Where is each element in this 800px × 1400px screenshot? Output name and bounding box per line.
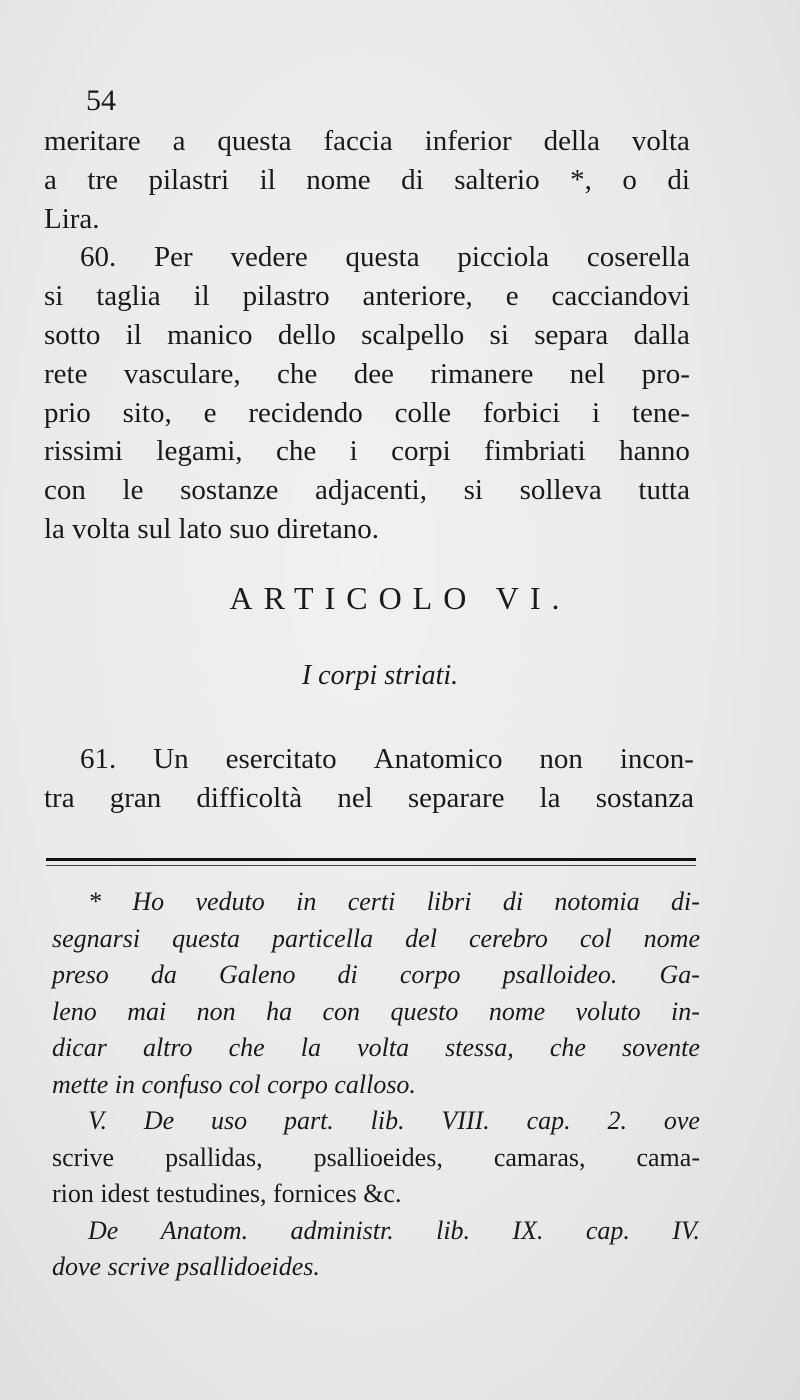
footnote-line: leno mai non ha con questo nome voluto in- xyxy=(52,996,700,1026)
text-line: la volta sul lato suo diretano. xyxy=(44,512,380,545)
footnote-line: mette in confuso col corpo calloso. xyxy=(52,1069,416,1099)
text-line: a tre pilastri il nome di salterio *, o di xyxy=(44,163,690,196)
footnote-citation-line: V. De uso part. lib. VIII. cap. 2. ove xyxy=(88,1106,700,1135)
article-heading: ARTICOLO VI. xyxy=(229,580,571,616)
text-line: rete vasculare, che dee rimanere nel pro- xyxy=(44,357,690,390)
footnote xyxy=(52,884,700,1286)
text-line: tra gran difficoltà nel separare la sostanza xyxy=(44,781,694,814)
article-subtitle: I corpi striati. xyxy=(301,660,459,691)
body-text xyxy=(44,122,690,549)
footnote-line: dove scrive psallidoeides. xyxy=(52,1252,320,1281)
body-text-continued xyxy=(44,740,694,818)
text-line: Lira. xyxy=(44,202,100,235)
text-line: sotto il manico dello scalpello si separa dalla xyxy=(44,318,690,351)
footnote-line: scrive psallidas, psallioeides, camaras, cama- xyxy=(52,1142,700,1172)
footnote-line: dicar altro che la volta stessa, che sovente xyxy=(52,1033,700,1062)
footnote-divider xyxy=(46,858,696,866)
page-number: 54 xyxy=(86,84,116,117)
paragraph-60-start: 60. Per vedere questa picciola coserella xyxy=(80,241,690,274)
footnote-citation-line: De Anatom. administr. lib. IX. cap. IV. xyxy=(88,1215,700,1245)
footnote-line: * Ho veduto in certi libri di notomia di- xyxy=(88,887,700,916)
text-line: con le sostanze adjacenti, si solleva tutta xyxy=(44,474,690,507)
paragraph-61-start: 61. Un esercitato Anatomico non incon- xyxy=(80,743,694,775)
text-line: rissimi legami, che i corpi fimbriati hanno xyxy=(44,435,690,468)
text-line: meritare a questa faccia inferior della volta xyxy=(44,125,690,157)
footnote-line: preso da Galeno di corpo psalloideo. Ga- xyxy=(52,960,700,989)
footnote-line: rion idest testudines, fornices &c. xyxy=(52,1179,402,1208)
text-line: si taglia il pilastro anteriore, e cacciandovi xyxy=(44,280,690,313)
footnote-line: segnarsi questa particella del cerebro col nome xyxy=(52,923,700,953)
text-line: prio sito, e recidendo colle forbici i tene- xyxy=(44,396,690,429)
